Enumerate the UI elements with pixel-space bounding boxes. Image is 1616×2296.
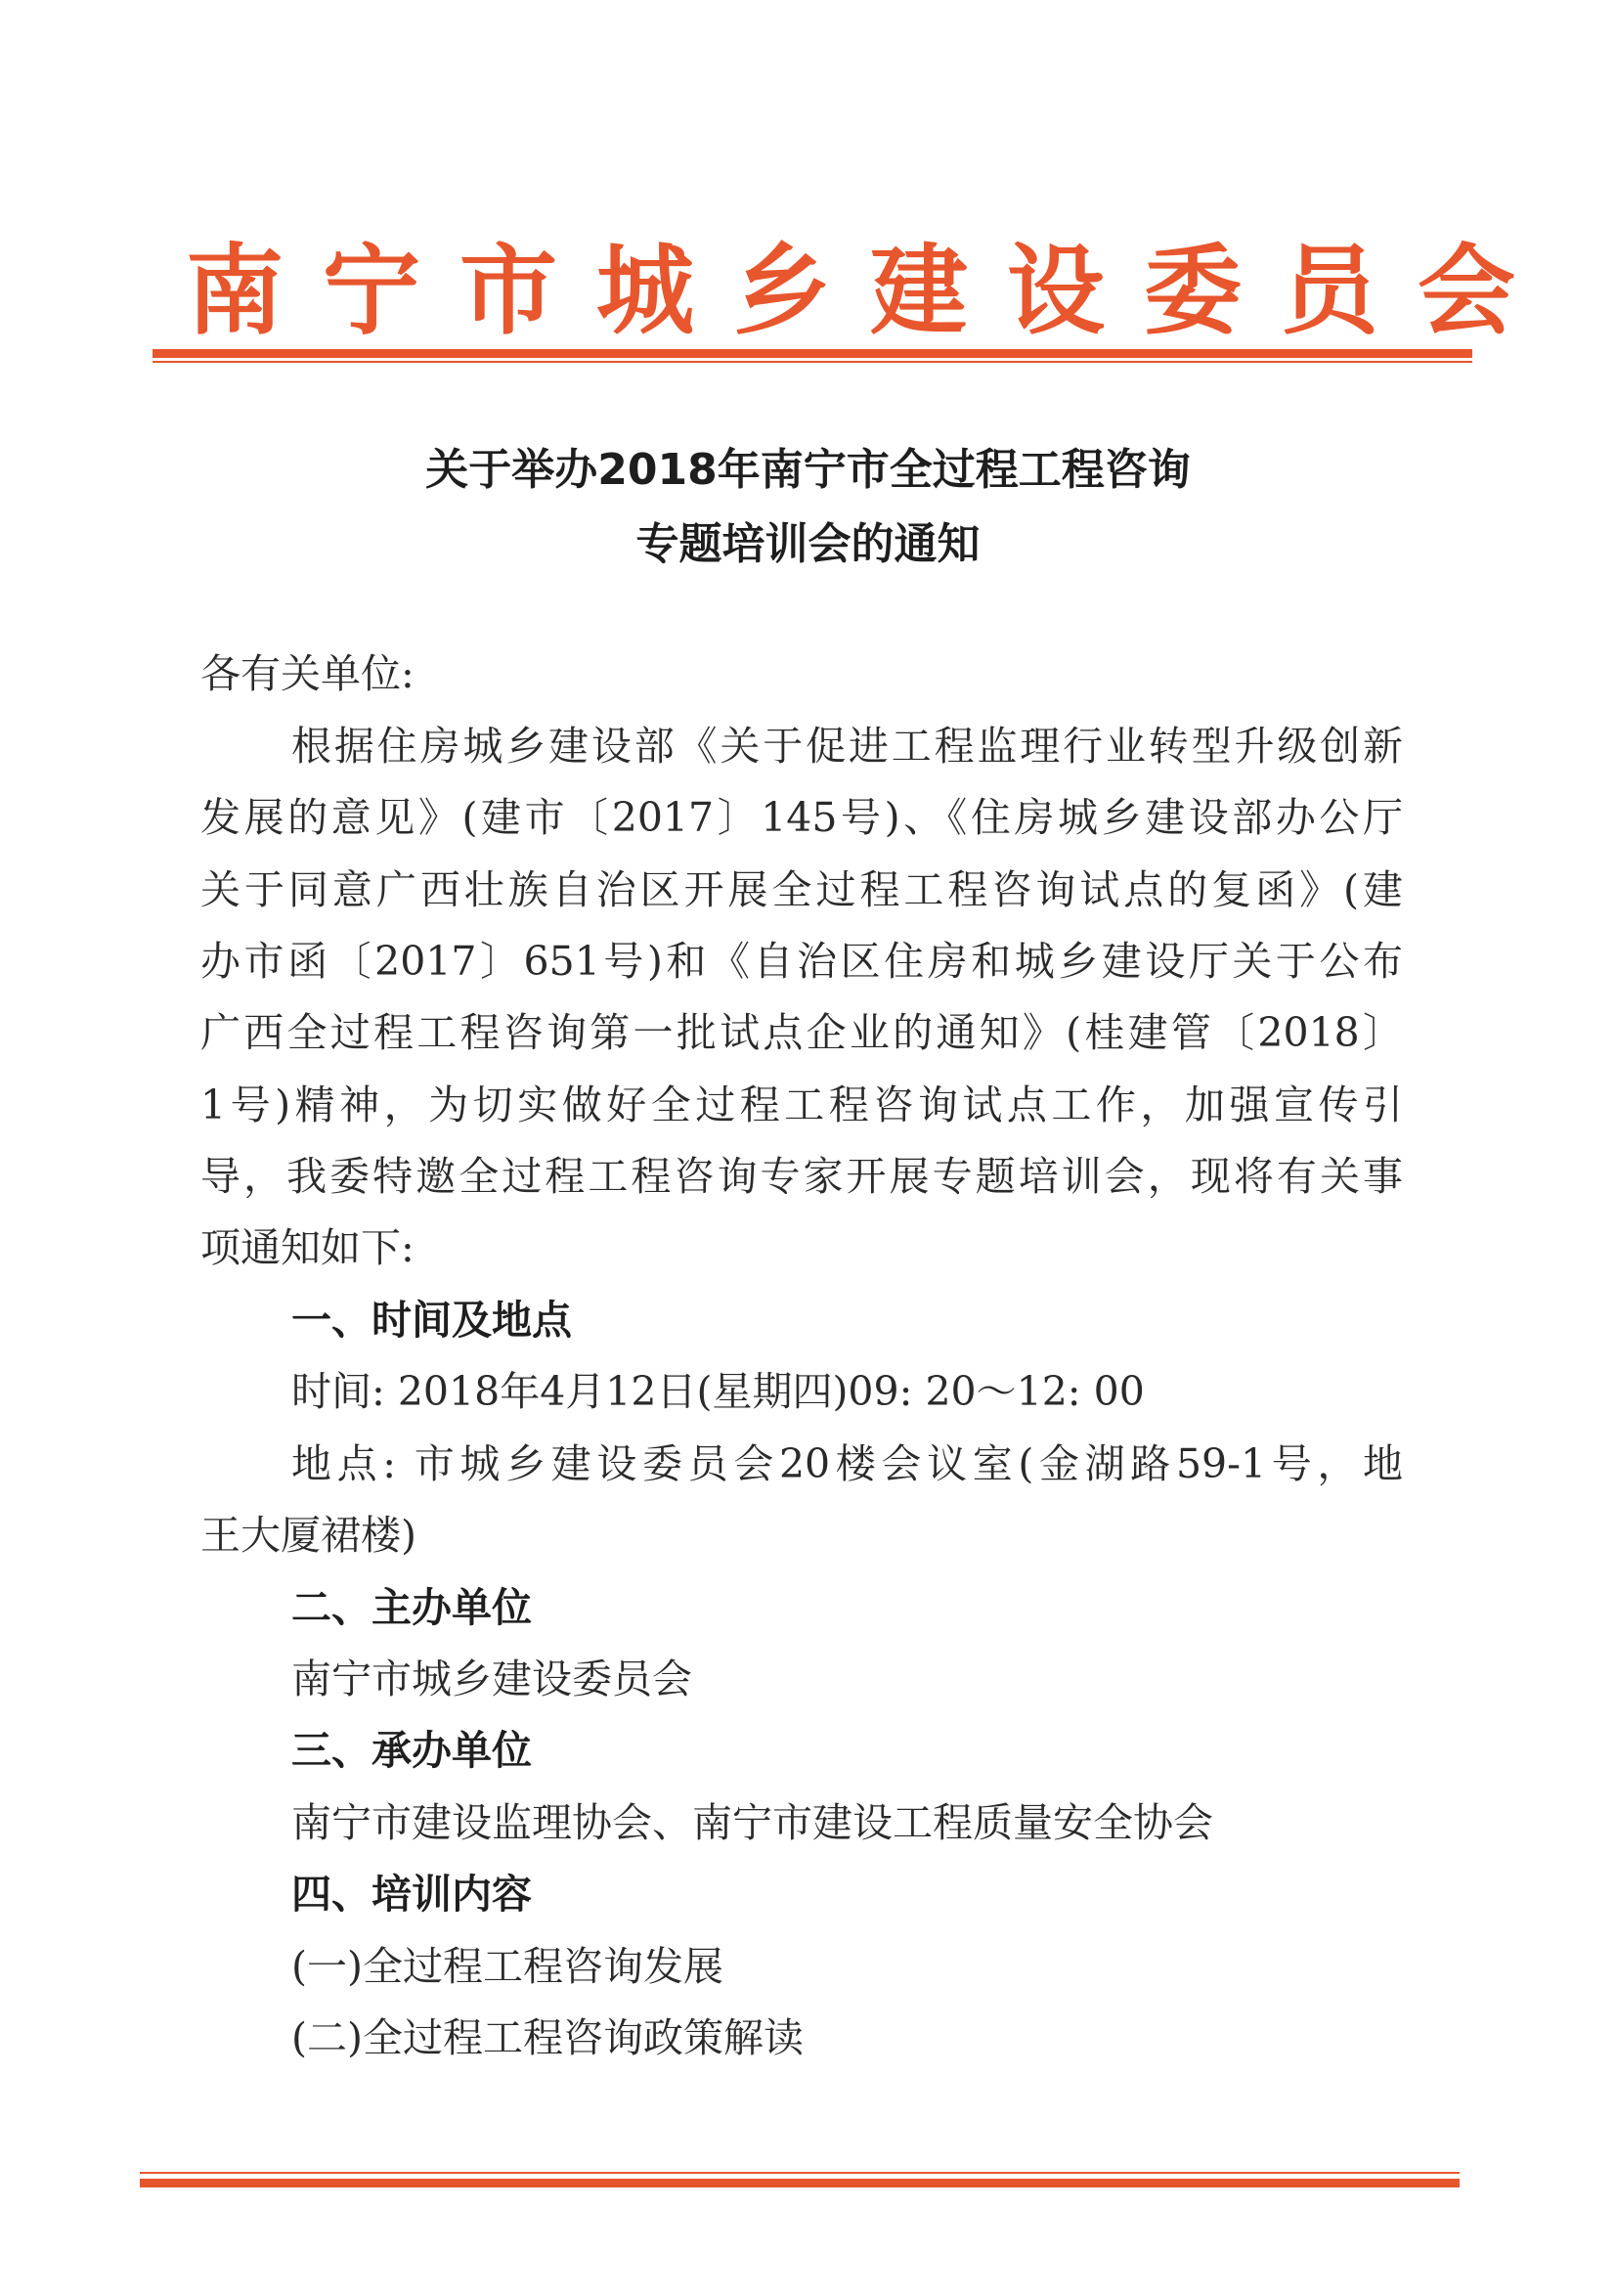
document-title-line-1: 关于举办2018年南宁市全过程工程咨询 bbox=[425, 445, 1191, 495]
content-item: (二)全过程工程咨询政策解读 bbox=[291, 2014, 804, 2061]
intro-line: 发展的意见》(建市〔2017〕145号)、《住房城乡建设部办公厅 bbox=[200, 794, 1403, 841]
intro-line: 根据住房城乡建设部《关于促进工程监理行业转型升级创新 bbox=[291, 723, 1403, 770]
intro-line: 导，我委特邀全过程工程咨询专家开展专题培训会，现将有关事 bbox=[200, 1153, 1403, 1200]
section-heading-organizer: 二、主办单位 bbox=[291, 1584, 532, 1631]
section-heading-time-place: 一、时间及地点 bbox=[291, 1297, 572, 1344]
meeting-place: 地点: 市城乡建设委员会20楼会议室(金湖路59-1号，地 bbox=[291, 1440, 1403, 1487]
letterhead-org-name: 南宁市城乡建设委员会 bbox=[186, 233, 1554, 348]
intro-line: 1号)精神，为切实做好全过程工程咨询试点工作，加强宣传引 bbox=[200, 1082, 1403, 1128]
organizer-name: 南宁市城乡建设委员会 bbox=[291, 1656, 692, 1702]
salutation: 各有关单位: bbox=[200, 650, 415, 697]
meeting-time: 时间: 2018年4月12日(星期四)09: 20～12: 00 bbox=[291, 1368, 1145, 1415]
letterhead-divider bbox=[153, 349, 1472, 358]
document-title-line-2: 专题培训会的通知 bbox=[635, 519, 981, 569]
meeting-place-cont: 王大厦裙楼) bbox=[200, 1512, 416, 1559]
co-organizer-names: 南宁市建设监理协会、南宁市建设工程质量安全协会 bbox=[291, 1799, 1213, 1846]
content-item: (一)全过程工程咨询发展 bbox=[291, 1943, 723, 1990]
footer-divider bbox=[140, 2179, 1460, 2187]
intro-line: 项通知如下: bbox=[200, 1224, 415, 1271]
section-heading-content: 四、培训内容 bbox=[291, 1871, 532, 1918]
intro-line: 广西全过程工程咨询第一批试点企业的通知》(桂建管〔2018〕 bbox=[200, 1009, 1403, 1056]
section-heading-co-organizer: 三、承办单位 bbox=[291, 1727, 532, 1774]
intro-line: 关于同意广西壮族自治区开展全过程工程咨询试点的复函》(建 bbox=[200, 866, 1403, 913]
intro-line: 办市函〔2017〕651号)和《自治区住房和城乡建设厅关于公布 bbox=[200, 938, 1403, 985]
